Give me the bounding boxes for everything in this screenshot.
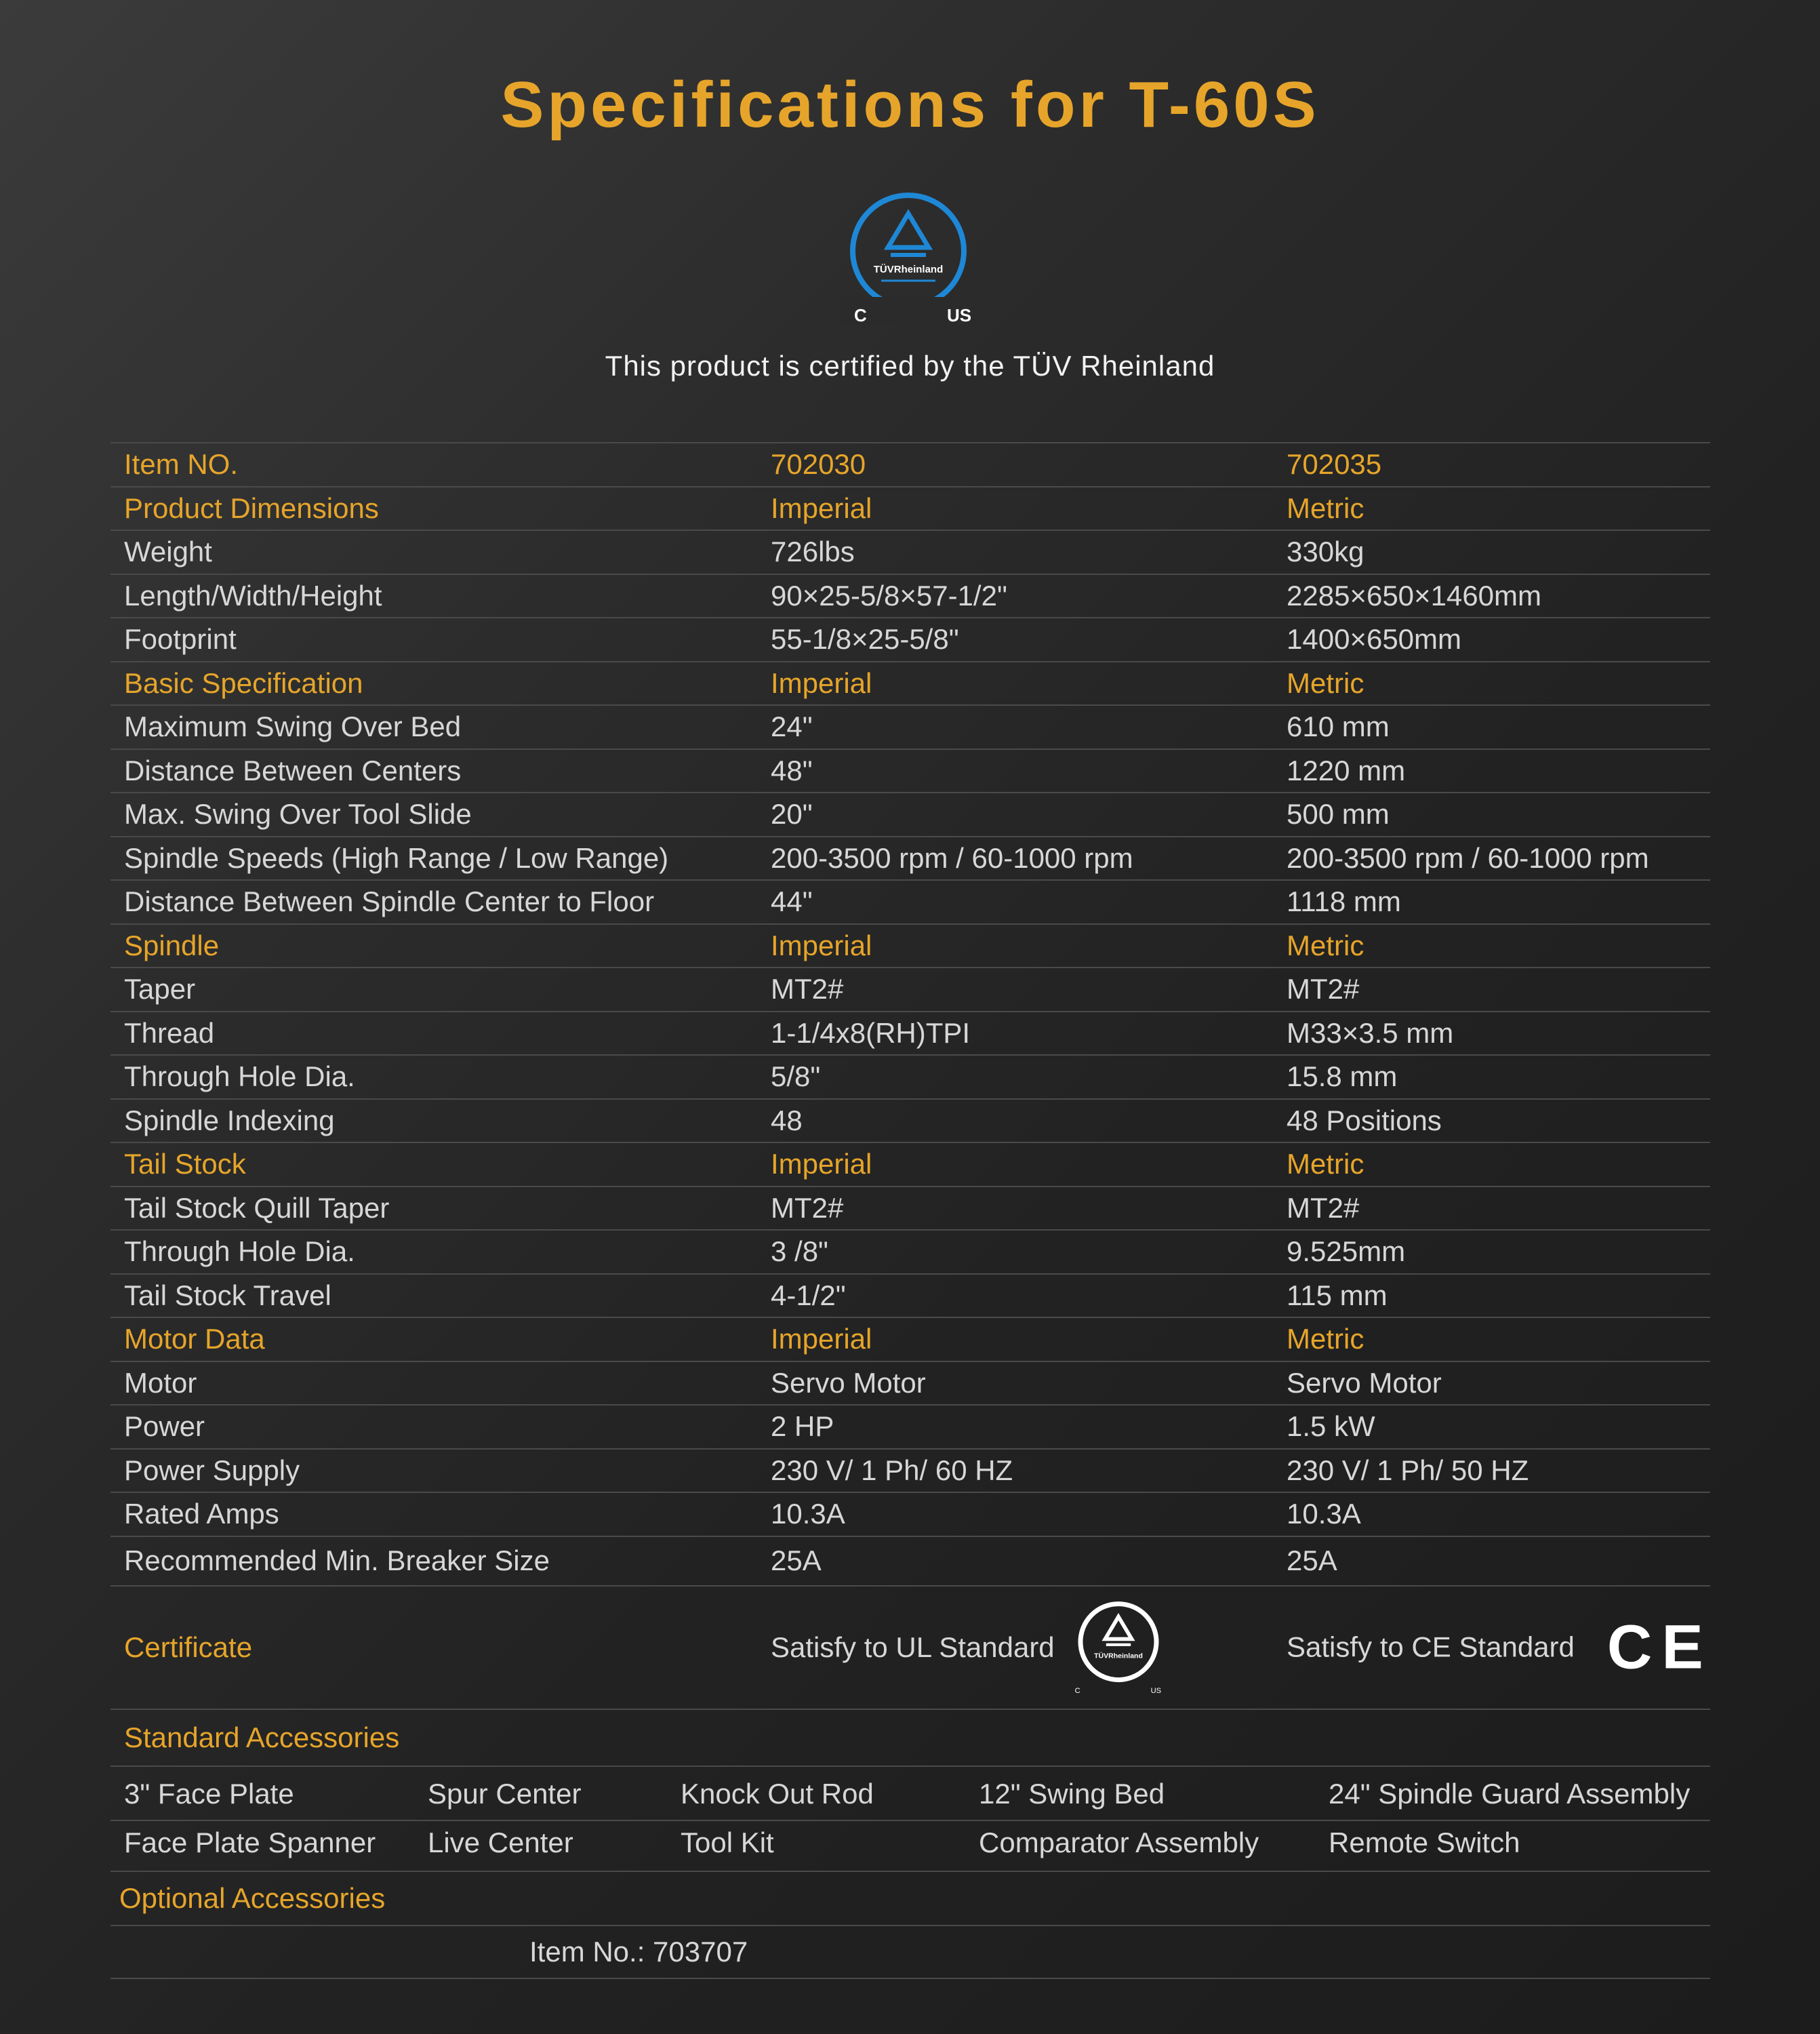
spec-row — [110, 1100, 1710, 1144]
spec-row — [110, 531, 1710, 575]
spec-metric-value: 500 mm — [1287, 798, 1390, 831]
spec-metric-value: 230 V/ 1 Ph/ 50 HZ — [1287, 1454, 1529, 1486]
ce-standard — [1287, 1612, 1713, 1683]
spec-imperial-value: 3 /8" — [771, 1235, 828, 1268]
certification-statement: This product is certified by the TÜV Rheinland — [605, 350, 1215, 382]
spec-row — [110, 618, 1710, 662]
spec-metric-value: 1220 mm — [1287, 754, 1406, 786]
ul-standard-text: Satisfy to UL Standard — [771, 1631, 1055, 1663]
accessory-item: 3" Face Plate — [124, 1777, 294, 1810]
spec-metric-value: 10.3A — [1287, 1498, 1361, 1530]
spec-metric-value: 1.5 kW — [1287, 1410, 1375, 1443]
spec-metric-value: MT2# — [1287, 1191, 1360, 1224]
spec-label: Max. Swing Over Tool Slide — [124, 798, 472, 831]
page-title: Specifications for T-60S — [500, 68, 1320, 141]
spec-metric-value: Metric — [1287, 492, 1364, 524]
spec-imperial-value: 20" — [771, 798, 813, 831]
spec-metric-value: M33×3.5 mm — [1287, 1016, 1454, 1049]
ce-standard-text: Satisfy to CE Standard — [1287, 1631, 1575, 1663]
spec-imperial-value: Imperial — [771, 929, 872, 961]
spec-imperial-value: 90×25-5/8×57-1/2" — [771, 579, 1007, 612]
ul-standard — [771, 1600, 1166, 1695]
tuv-ul-icon — [1071, 1600, 1166, 1695]
spec-metric-value: 115 mm — [1287, 1279, 1388, 1311]
spec-imperial-value: 1-1/4x8(RH)TPI — [771, 1016, 971, 1049]
accessory-item: 12" Swing Bed — [979, 1777, 1165, 1810]
spec-label: Maximum Swing Over Bed — [124, 711, 462, 743]
spec-row — [110, 968, 1710, 1012]
spec-imperial-value: 4-1/2" — [771, 1279, 846, 1311]
spec-label: Spindle — [124, 929, 220, 961]
spec-label: Through Hole Dia. — [124, 1060, 355, 1093]
spec-metric-value: 610 mm — [1287, 711, 1390, 743]
ce-mark-icon: CE — [1606, 1612, 1713, 1681]
optional-accessories-header — [110, 1872, 1710, 1926]
accessory-item: Face Plate Spanner — [124, 1826, 376, 1858]
spec-metric-value: Metric — [1287, 929, 1364, 961]
spec-imperial-value: 702030 — [771, 448, 866, 481]
spec-label: Basic Specification — [124, 666, 363, 699]
spec-metric-value: 2285×650×1460mm — [1287, 579, 1541, 612]
spec-row — [110, 1493, 1710, 1537]
accessory-item: Live Center — [428, 1826, 573, 1858]
spec-label: Recommended Min. Breaker Size — [124, 1544, 550, 1576]
logo-c-mark: C — [854, 305, 867, 325]
svg-text:C: C — [1074, 1686, 1080, 1695]
spec-label: Distance Between Centers — [124, 754, 462, 786]
spec-imperial-value: 10.3A — [771, 1498, 845, 1530]
spec-metric-value: 15.8 mm — [1287, 1060, 1398, 1093]
spec-metric-value: Metric — [1287, 1148, 1364, 1180]
spec-imperial-value: 55-1/8×25-5/8" — [771, 623, 959, 656]
spec-section-row — [110, 925, 1710, 969]
svg-text:TÜVRheinland: TÜVRheinland — [1093, 1651, 1143, 1660]
spec-section-row — [110, 443, 1710, 487]
spec-imperial-value: MT2# — [771, 973, 844, 1005]
spec-label: Spindle Indexing — [124, 1104, 335, 1136]
spec-metric-value: MT2# — [1287, 973, 1360, 1005]
spec-row — [110, 881, 1710, 925]
spec-label: Rated Amps — [124, 1498, 279, 1530]
spec-label: Through Hole Dia. — [124, 1235, 355, 1268]
spec-row — [110, 1056, 1710, 1100]
spec-label: Tail Stock — [124, 1148, 246, 1180]
spec-label: Power — [124, 1410, 205, 1443]
spec-imperial-value: 25A — [771, 1544, 822, 1576]
spec-label: Power Supply — [124, 1454, 300, 1486]
spec-imperial-value: Servo Motor — [771, 1366, 926, 1399]
spec-imperial-value: MT2# — [771, 1191, 844, 1224]
spec-label: Spindle Speeds (High Range / Low Range) — [124, 841, 669, 874]
spec-label: Length/Width/Height — [124, 579, 382, 612]
spec-row — [110, 1405, 1710, 1450]
spec-rows — [110, 443, 1710, 1587]
spec-metric-value: 48 Positions — [1287, 1104, 1442, 1136]
spec-imperial-value: 44" — [771, 885, 813, 918]
spec-imperial-value: 48 — [771, 1104, 803, 1136]
spec-table — [110, 442, 1713, 1979]
spec-row — [110, 1537, 1710, 1587]
spec-label: Motor — [124, 1366, 197, 1399]
spec-row — [110, 1012, 1710, 1056]
accessory-item: Remote Switch — [1329, 1826, 1520, 1858]
spec-metric-value: 200-3500 rpm / 60-1000 rpm — [1287, 841, 1649, 874]
spec-section-row — [110, 662, 1710, 706]
spec-label: Footprint — [124, 623, 237, 656]
certificate-label: Certificate — [124, 1631, 253, 1663]
spec-metric-value: 1400×650mm — [1287, 623, 1462, 656]
spec-metric-value: 9.525mm — [1287, 1235, 1406, 1268]
spec-imperial-value: Imperial — [771, 1148, 872, 1180]
standard-accessories-header — [110, 1710, 1710, 1767]
spec-row — [110, 1275, 1710, 1319]
spec-imperial-value: Imperial — [771, 666, 872, 699]
spec-row — [110, 1187, 1710, 1231]
spec-row — [110, 575, 1710, 619]
spec-row — [110, 706, 1710, 750]
spec-imperial-value: 726lbs — [771, 536, 855, 568]
logo-brand: TÜVRheinland — [873, 264, 944, 275]
spec-imperial-value: 2 HP — [771, 1410, 834, 1443]
spec-imperial-value: Imperial — [771, 1323, 872, 1355]
tuv-rheinland-logo — [841, 190, 976, 325]
spec-label: Weight — [124, 536, 212, 568]
spec-row — [110, 750, 1710, 794]
accessory-item: Tool Kit — [681, 1826, 774, 1858]
spec-metric-value: 702035 — [1287, 448, 1382, 481]
certificate-row — [110, 1587, 1713, 1710]
svg-text:US: US — [1150, 1686, 1161, 1695]
spec-imperial-value: 5/8" — [771, 1060, 821, 1093]
spec-row — [110, 1362, 1710, 1406]
spec-label: Tail Stock Travel — [124, 1279, 331, 1311]
spec-imperial-value: 200-3500 rpm / 60-1000 rpm — [771, 841, 1133, 874]
spec-label: Taper — [124, 973, 196, 1005]
optional-accessories-label: Optional Accessories — [119, 1881, 386, 1914]
spec-metric-value: Servo Motor — [1287, 1366, 1442, 1399]
spec-label: Thread — [124, 1016, 215, 1049]
spec-label: Item NO. — [124, 448, 239, 481]
standard-accessories-label: Standard Accessories — [124, 1721, 400, 1753]
optional-accessory-item: Item No.: 703707 — [529, 1935, 748, 1968]
accessory-item: Comparator Assembly — [979, 1826, 1259, 1858]
spec-label: Motor Data — [124, 1323, 265, 1355]
optional-accessory-row — [110, 1926, 1710, 1979]
spec-row — [110, 793, 1710, 837]
logo-us-mark: US — [947, 305, 972, 325]
grid-divider — [110, 1820, 1710, 1821]
accessory-item: Spur Center — [428, 1777, 582, 1810]
spec-label: Distance Between Spindle Center to Floor — [124, 885, 655, 918]
spec-metric-value: Metric — [1287, 666, 1364, 699]
spec-metric-value: 330kg — [1287, 536, 1364, 568]
spec-imperial-value: 48" — [771, 754, 813, 786]
spec-metric-value: 25A — [1287, 1544, 1337, 1576]
standard-accessories-grid — [110, 1767, 1710, 1872]
spec-row — [110, 1231, 1710, 1275]
accessory-item: Knock Out Rod — [681, 1777, 874, 1810]
spec-imperial-value: 24" — [771, 711, 813, 743]
spec-label: Product Dimensions — [124, 492, 379, 524]
spec-metric-value: 1118 mm — [1287, 885, 1401, 918]
spec-section-row — [110, 487, 1710, 532]
spec-imperial-value: 230 V/ 1 Ph/ 60 HZ — [771, 1454, 1013, 1486]
spec-label: Tail Stock Quill Taper — [124, 1191, 390, 1224]
spec-section-row — [110, 1143, 1710, 1187]
accessory-item: 24" Spindle Guard Assembly — [1329, 1777, 1691, 1810]
spec-metric-value: Metric — [1287, 1323, 1364, 1355]
spec-imperial-value: Imperial — [771, 492, 872, 524]
spec-section-row — [110, 1318, 1710, 1362]
spec-row — [110, 837, 1710, 881]
spec-row — [110, 1450, 1710, 1494]
